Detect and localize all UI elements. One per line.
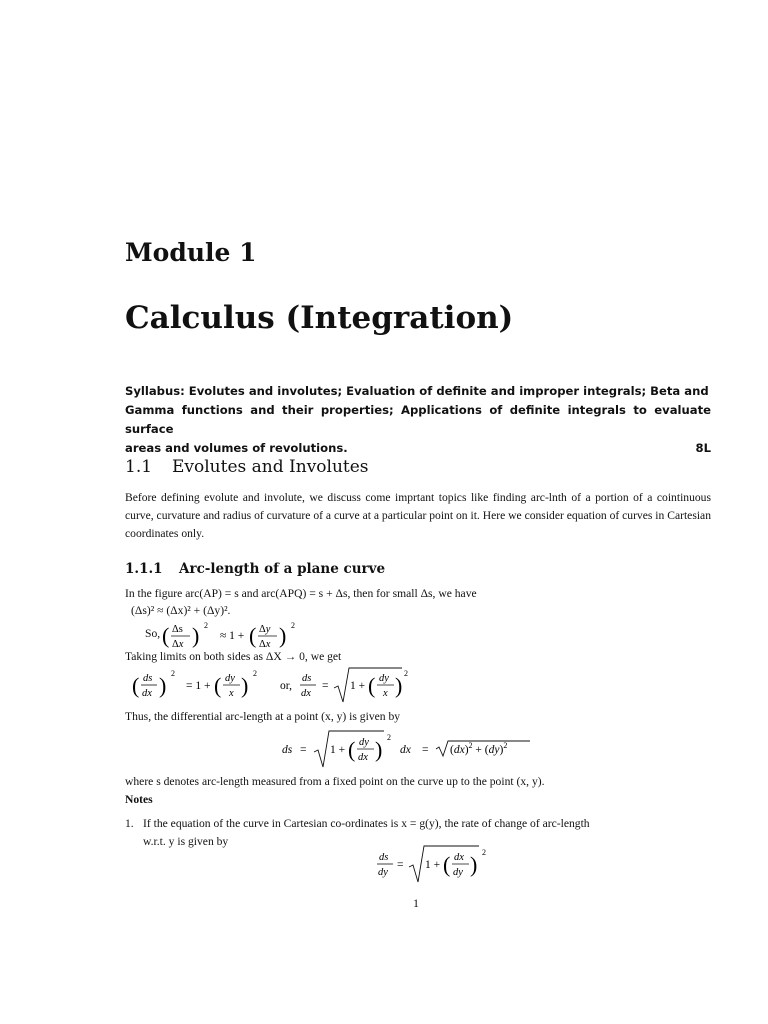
svg-text:dy: dy: [453, 867, 463, 878]
svg-text:dy: dy: [379, 673, 389, 684]
svg-text:1 +: 1 +: [425, 859, 441, 871]
svg-text:dx: dx: [400, 744, 411, 756]
so-label: So,: [145, 627, 161, 640]
thus-text: Thus, the differential arc-length at a point (x, y) is given by: [125, 710, 401, 723]
svg-text:): ): [192, 623, 200, 648]
intro-paragraph: Before defining evolute and involute, we discuss come imprtant topics like finding arc-lnth of a portion of a cointinuous curve, curvature and radius of curvature of a curve at a particular point on it. Here we consider equation of curves in Cartesian coordinates only.: [125, 491, 711, 540]
svg-text:= 1 +: = 1 +: [186, 680, 211, 692]
svg-text:(: (: [249, 623, 257, 648]
svg-text:=: =: [422, 744, 429, 756]
svg-text:Δx: Δx: [172, 639, 184, 650]
svg-text:dx: dx: [301, 688, 311, 699]
syllabus-hours: 8L: [695, 441, 711, 455]
svg-text:(: (: [443, 852, 451, 877]
note-item-1-line-2: w.r.t. y is given by: [143, 835, 229, 848]
svg-text:dx: dx: [142, 688, 152, 699]
svg-text:dy: dy: [225, 673, 235, 684]
svg-text:2: 2: [253, 669, 257, 678]
svg-text:dy: dy: [378, 867, 388, 878]
svg-text:): ): [241, 673, 249, 698]
svg-text:2: 2: [171, 669, 175, 678]
module-heading: Module 1: [125, 238, 257, 267]
svg-text:): ): [279, 623, 287, 648]
arc-text-line-1: In the figure arc(AP) = s and arc(APQ) = s + Δs, then for small Δs, we have: [125, 587, 477, 600]
svg-text:2: 2: [387, 733, 391, 742]
svg-text:dx: dx: [358, 752, 368, 763]
svg-text:): ): [395, 673, 403, 698]
subsection-heading: [125, 561, 385, 577]
subsection-title: Arc-length of a plane curve: [179, 561, 386, 577]
svg-text:Δy: Δy: [259, 624, 271, 635]
or-label: or,: [280, 680, 292, 692]
svg-text:(: (: [368, 673, 376, 698]
arc-text-line-2: (Δs)² ≈ (Δx)² + (Δy)².: [131, 604, 231, 617]
svg-text:(: (: [214, 673, 222, 698]
svg-text:(: (: [132, 673, 140, 698]
note-item-1-index: 1.: [125, 817, 134, 830]
syllabus: [125, 382, 711, 458]
subsection-number: 1.1.1: [125, 561, 163, 577]
svg-text:(: (: [348, 737, 356, 762]
page-title: Calculus (Integration): [125, 300, 514, 336]
svg-text:Δx: Δx: [259, 639, 271, 650]
svg-text:1 +: 1 +: [330, 744, 346, 756]
svg-text:(dx)2 + (dy)2: (dx)$^2$ + (dy)$^2$: [450, 741, 508, 756]
syllabus-line-3: [125, 439, 711, 458]
svg-text:=: =: [300, 744, 307, 756]
page-number: 1: [413, 896, 419, 910]
syllabus-line-3-text: areas and volumes of revolutions.: [125, 441, 348, 455]
section-heading: [125, 457, 369, 477]
svg-text:): ): [159, 673, 167, 698]
equation-differential-arc-length: [280, 728, 540, 770]
svg-text:2: 2: [204, 621, 208, 630]
svg-text:2: 2: [404, 669, 408, 678]
svg-text:≈ 1 +: ≈ 1 +: [220, 630, 245, 642]
notes-heading: Notes: [125, 793, 153, 806]
svg-text:dy: dy: [359, 737, 369, 748]
svg-text:=: =: [322, 680, 329, 692]
svg-text:2: 2: [291, 621, 295, 630]
section-title: Evolutes and Involutes: [172, 457, 369, 477]
note-item-1-line-1: If the equation of the curve in Cartesian co-ordinates is x = g(y), the rate of change of arc-length: [143, 817, 590, 830]
svg-text:Δs: Δs: [172, 624, 183, 635]
syllabus-line-2: Gamma functions and their properties; Applications of definite integrals to evaluate surface: [125, 403, 711, 436]
svg-text:ds: ds: [282, 744, 293, 756]
svg-text:ds: ds: [302, 673, 312, 684]
equation-arc-length-wrt-y: [375, 843, 495, 885]
svg-text:2: 2: [482, 848, 486, 857]
svg-text:x: x: [383, 688, 388, 699]
svg-text:=: =: [397, 859, 404, 871]
svg-text:x: x: [229, 688, 234, 699]
svg-text:1 +: 1 +: [350, 680, 366, 692]
equation-derivative-squared: [130, 664, 420, 706]
svg-text:): ): [470, 852, 478, 877]
syllabus-line-1: Syllabus: Evolutes and involutes; Evaluation of definite and improper integrals; Beta and: [125, 384, 709, 398]
where-text: where s denotes arc-length measured from a fixed point on the curve up to the point (x, y).: [125, 775, 545, 788]
svg-text:dx: dx: [454, 852, 464, 863]
svg-text:ds: ds: [379, 852, 389, 863]
svg-text:ds: ds: [143, 673, 153, 684]
section-number: 1.1: [125, 457, 153, 477]
svg-text:(: (: [162, 623, 170, 648]
limits-text: Taking limits on both sides as ΔX → 0, we get: [125, 650, 342, 663]
svg-text:): ): [375, 737, 383, 762]
